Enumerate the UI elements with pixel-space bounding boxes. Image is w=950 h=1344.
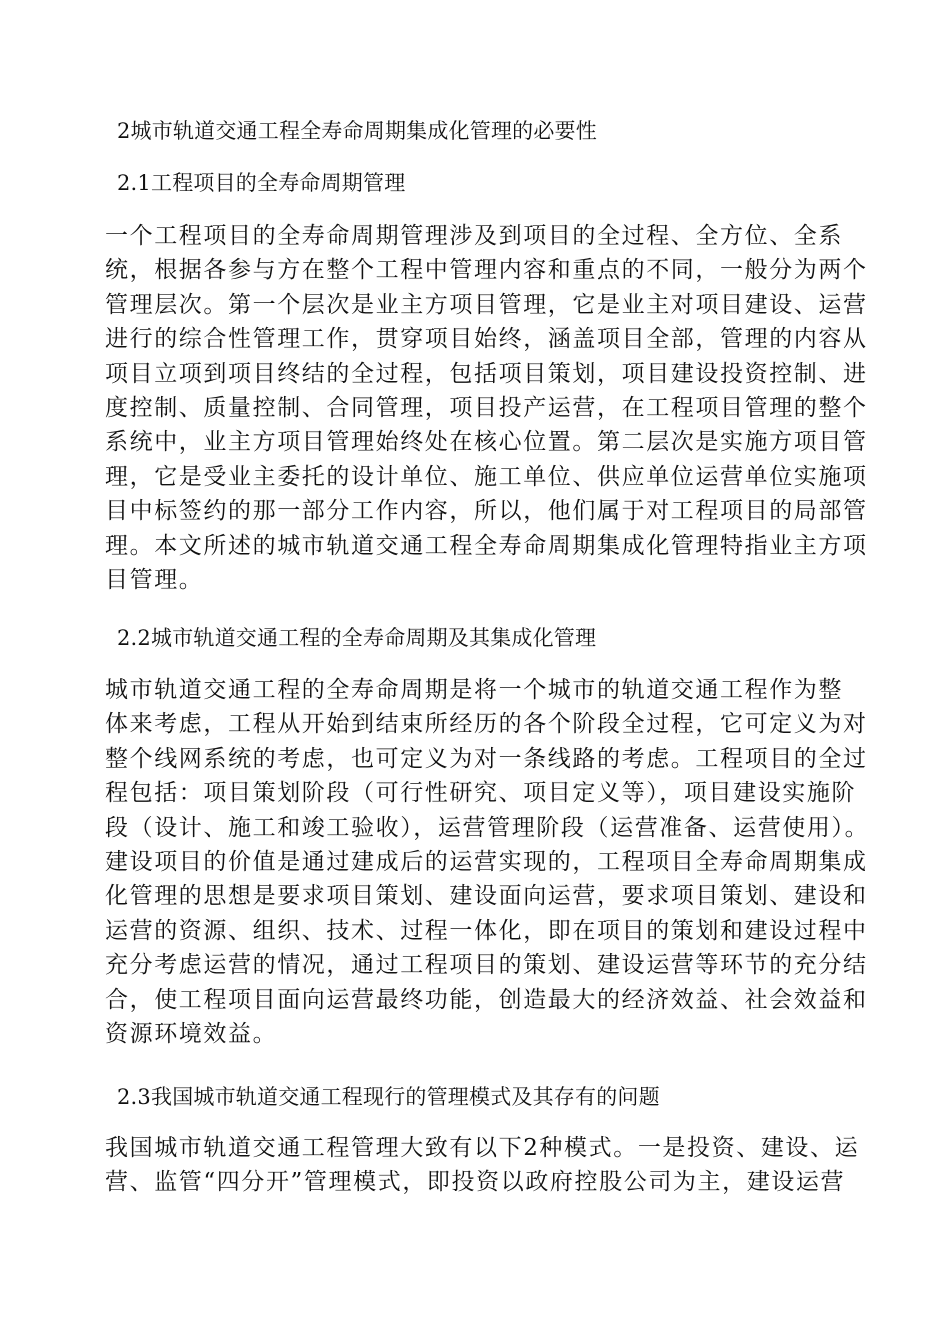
- paragraph-line: 目中标签约的那一部分工作内容，所以，他们属于对工程项目的局部管: [105, 498, 868, 525]
- paragraph-line: 建设项目的价值是通过建成后的运营实现的，工程项目全寿命周期集成: [105, 849, 868, 876]
- paragraph-line: 管理层次。第一个层次是业主方项目管理，它是业主对项目建设、运营: [105, 291, 868, 318]
- paragraph-line: 项目立项到项目终结的全过程，包括项目策划，项目建设投资控制、进: [105, 360, 868, 387]
- paragraph-line: 段（设计、施工和竣工验收），运营管理阶段（运营准备、运营使用）。: [105, 814, 870, 841]
- paragraph-line: 我国城市轨道交通工程管理大致有以下2种模式。一是投资、建设、运: [105, 1135, 860, 1161]
- paragraph-line: 化管理的思想是要求项目策划、建设面向运营，要求项目策划、建设和: [105, 883, 868, 910]
- paragraph-line: 营、监管“四分开”管理模式，即投资以政府控股公司为主，建设运营: [105, 1169, 846, 1196]
- section-heading-2-1: 2.1工程项目的全寿命周期管理: [117, 171, 406, 195]
- section-heading-2: 2城市轨道交通工程全寿命周期集成化管理的必要性: [117, 119, 597, 143]
- paragraph-2-3: [105, 1131, 860, 1200]
- paragraph-line: 理。本文所述的城市轨道交通工程全寿命周期集成化管理特指业主方项: [105, 532, 868, 559]
- paragraph-line: 整个线网系统的考虑，也可定义为对一条线路的考虑。工程项目的全过: [105, 745, 868, 772]
- paragraph-line: 合，使工程项目面向运营最终功能，创造最大的经济效益、社会效益和: [105, 986, 868, 1013]
- paragraph-line: 运营的资源、组织、技术、过程一体化，即在项目的策划和建设过程中: [105, 917, 868, 944]
- paragraph-line: 体来考虑，工程从开始到结束所经历的各个阶段全过程，它可定义为对: [105, 711, 868, 738]
- paragraph-line: 城市轨道交通工程的全寿命周期是将一个城市的轨道交通工程作为整: [105, 677, 843, 703]
- paragraph-line: 统，根据各参与方在整个工程中管理内容和重点的不同，一般分为两个: [105, 257, 868, 284]
- paragraph-line: 系统中，业主方项目管理始终处在核心位置。第二层次是实施方项目管: [105, 429, 868, 456]
- paragraph-line: 程包括：项目策划阶段（可行性研究、项目定义等），项目建设实施阶: [105, 780, 857, 807]
- paragraph-line: 充分考虑运营的情况，通过工程项目的策划、建设运营等环节的充分结: [105, 952, 868, 979]
- section-heading-2-3: 2.3我国城市轨道交通工程现行的管理模式及其存有的问题: [117, 1085, 660, 1109]
- section-heading-2-2: 2.2城市轨道交通工程的全寿命周期及其集成化管理: [117, 626, 597, 650]
- paragraph-line: 资源环境效益。: [105, 1021, 278, 1048]
- paragraph-2-2: [105, 673, 870, 1051]
- paragraph-2-1: [105, 219, 868, 597]
- paragraph-line: 度控制、质量控制、合同管理，项目投产运营，在工程项目管理的整个: [105, 395, 868, 422]
- paragraph-line: 理，它是受业主委托的设计单位、施工单位、供应单位运营单位实施项: [105, 463, 868, 490]
- paragraph-line: 目管理。: [105, 567, 204, 594]
- paragraph-line: 一个工程项目的全寿命周期管理涉及到项目的全过程、全方位、全系: [105, 223, 843, 249]
- paragraph-line: 进行的综合性管理工作，贯穿项目始终，涵盖项目全部，管理的内容从: [105, 326, 868, 353]
